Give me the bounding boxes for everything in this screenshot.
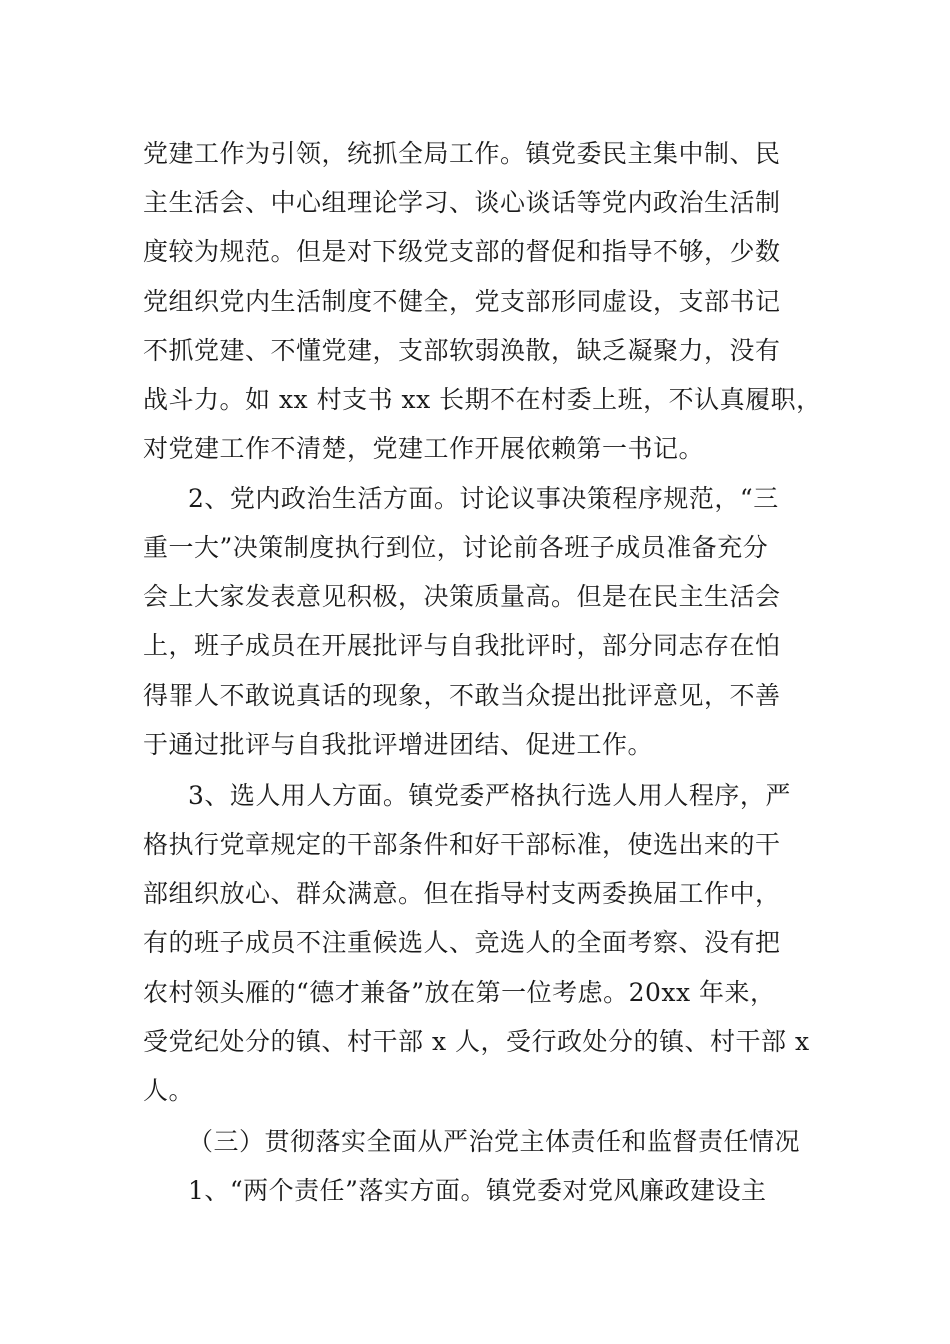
text-line-12: 得罪人不敢说真话的现象，不敢当众提出批评意见，不善 xyxy=(143,681,781,710)
text-line-17: 有的班子成员不注重候选人、竞选人的全面考察、没有把 xyxy=(143,928,781,957)
text-line-13: 于通过批评与自我批评增进团结、促进工作。 xyxy=(143,730,654,759)
text-line-6: 战斗力。如 xx 村支书 xx 长期不在村委上班，不认真履职， xyxy=(143,385,822,414)
section-3-heading: （三）贯彻落实全面从严治党主体责任和监督责任情况 xyxy=(188,1127,801,1156)
text-line-9: 重一大”决策制度执行到位，讨论前各班子成员准备充分 xyxy=(143,533,769,562)
text-line-7: 对党建工作不清楚，党建工作开展依赖第一书记。 xyxy=(143,434,705,463)
text-line-1: 党建工作为引领，统抓全局工作。镇党委民主集中制、民 xyxy=(143,139,781,168)
text-line-11: 上，班子成员在开展批评与自我批评时，部分同志存在怕 xyxy=(143,631,781,660)
paragraph-3-heading-line: 3、选人用人方面。镇党委严格执行选人用人程序，严 xyxy=(188,781,791,810)
text-line-18: 农村领头雁的“德才兼备”放在第一位考虑。20xx 年来， xyxy=(143,978,776,1007)
text-line-3: 度较为规范。但是对下级党支部的督促和指导不够，少数 xyxy=(143,237,781,266)
text-line-4: 党组织党内生活制度不健全，党支部形同虚设，支部书记 xyxy=(143,287,781,316)
text-line-10: 会上大家发表意见积极，决策质量高。但是在民主生活会 xyxy=(143,582,781,611)
paragraph-2-heading-line: 2、党内政治生活方面。讨论议事决策程序规范，“三 xyxy=(188,484,779,513)
text-line-20: 人。 xyxy=(143,1076,195,1105)
text-line-19: 受党纪处分的镇、村干部 x 人，受行政处分的镇、村干部 x xyxy=(143,1027,810,1056)
text-line-5: 不抓党建、不懂党建，支部软弱涣散，缺乏凝聚力，没有 xyxy=(143,336,781,365)
text-line-16: 部组织放心、群众满意。但在指导村支两委换届工作中， xyxy=(143,879,781,908)
text-line-2: 主生活会、中心组理论学习、谈心谈话等党内政治生活制 xyxy=(143,188,781,217)
paragraph-1-heading-line: 1、“两个责任”落实方面。镇党委对党风廉政建设主 xyxy=(188,1176,767,1205)
text-line-15: 格执行党章规定的干部条件和好干部标准，使选出来的干 xyxy=(143,830,781,859)
